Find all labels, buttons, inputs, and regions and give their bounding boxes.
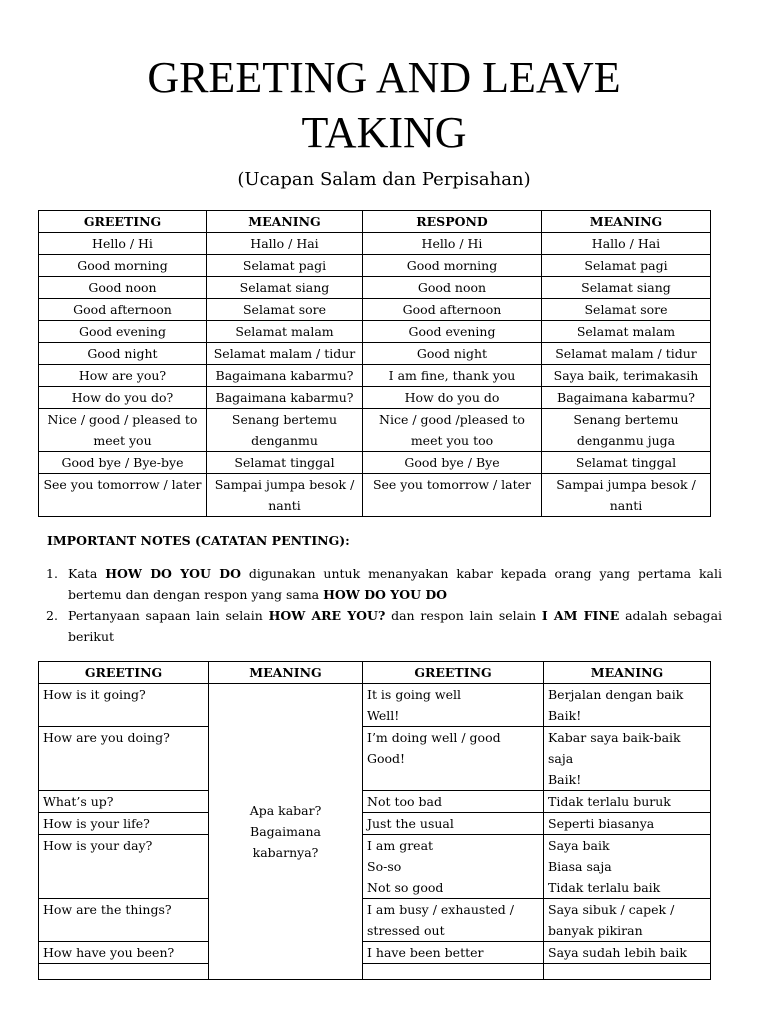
table-cell: I have been better xyxy=(363,942,544,964)
note-text: adalah sebagai berikut xyxy=(68,608,723,644)
response-line: I’m doing well / good xyxy=(367,730,501,745)
table-cell: How is your life? xyxy=(39,813,209,835)
table-cell xyxy=(363,835,544,899)
table-cell: Sampai jumpa besok / nanti xyxy=(542,474,711,517)
table-row xyxy=(39,452,711,474)
column-header: RESPOND xyxy=(363,211,542,233)
table-cell: Good morning xyxy=(363,255,542,277)
table-cell: I am busy / exhausted / stressed out xyxy=(363,899,544,942)
note-text: Pertanyaan sapaan lain selain xyxy=(68,608,269,623)
table-cell: Senang bertemu denganmu xyxy=(207,409,363,452)
table-cell xyxy=(363,727,544,791)
empty-cell xyxy=(544,964,711,980)
response-line: Good! xyxy=(367,751,406,766)
note-keyword: HOW DO YOU DO xyxy=(105,566,241,581)
meaning-line: Baik! xyxy=(548,772,582,787)
table-cell: Good evening xyxy=(39,321,207,343)
table-cell: Bagaimana kabarmu? xyxy=(542,387,711,409)
table-row xyxy=(39,942,711,964)
table-cell: Good afternoon xyxy=(363,299,542,321)
table-cell: Senang bertemu denganmu juga xyxy=(542,409,711,452)
table-row xyxy=(39,233,711,255)
notes-list xyxy=(46,563,722,647)
table-cell: Good night xyxy=(363,343,542,365)
column-header: MEANING xyxy=(542,211,711,233)
table-cell: How is your day? xyxy=(39,835,209,899)
table-cell xyxy=(363,684,544,727)
table-cell: Selamat pagi xyxy=(207,255,363,277)
table-cell: Nice / good / pleased to meet you xyxy=(39,409,207,452)
table-cell: What’s up? xyxy=(39,791,209,813)
table-row xyxy=(39,299,711,321)
table-cell: Selamat malam xyxy=(207,321,363,343)
table-cell: Hallo / Hai xyxy=(207,233,363,255)
table-cell: Selamat tinggal xyxy=(207,452,363,474)
table-cell: I am fine, thank you xyxy=(363,365,542,387)
table-row xyxy=(39,813,711,835)
meaning-line: Bagaimana xyxy=(250,824,321,839)
meaning-line: Tidak terlalu baik xyxy=(548,880,661,895)
empty-cell xyxy=(363,964,544,980)
column-header: GREETING xyxy=(363,662,544,684)
table-header-row xyxy=(39,662,711,684)
table-cell: See you tomorrow / later xyxy=(39,474,207,517)
table-cell: Selamat malam / tidur xyxy=(207,343,363,365)
note-number: 1. xyxy=(46,566,58,581)
meaning-line: Biasa saja xyxy=(548,859,612,874)
table-row xyxy=(39,791,711,813)
table-cell: Saya sudah lebih baik xyxy=(544,942,711,964)
table-row xyxy=(39,387,711,409)
table-cell: Good bye / Bye xyxy=(363,452,542,474)
table-cell: Sampai jumpa besok / nanti xyxy=(207,474,363,517)
table-cell: See you tomorrow / later xyxy=(363,474,542,517)
table-cell: Seperti biasanya xyxy=(544,813,711,835)
table-cell: Selamat tinggal xyxy=(542,452,711,474)
table-row-empty xyxy=(39,964,711,980)
table-cell: Selamat malam / tidur xyxy=(542,343,711,365)
table-cell: How are the things? xyxy=(39,899,209,942)
table-row xyxy=(39,255,711,277)
meaning-line: Saya baik xyxy=(548,838,610,853)
table-cell: Good noon xyxy=(39,277,207,299)
empty-cell xyxy=(39,964,209,980)
page-title xyxy=(0,50,768,160)
table-cell: Good evening xyxy=(363,321,542,343)
response-line: It is going well xyxy=(367,687,461,702)
note-text: Kata xyxy=(68,566,106,581)
table-cell: Selamat malam xyxy=(542,321,711,343)
table-cell: Selamat pagi xyxy=(542,255,711,277)
note-keyword: I AM FINE xyxy=(541,608,620,623)
table-cell: Not too bad xyxy=(363,791,544,813)
response-line: So-so xyxy=(367,859,402,874)
column-header: MEANING xyxy=(207,211,363,233)
meaning-line: Baik! xyxy=(548,708,582,723)
title-line-1: GREETING AND LEAVE xyxy=(147,53,621,102)
table-row xyxy=(39,684,711,727)
table-cell: How is it going? xyxy=(39,684,209,727)
table-cell: Good night xyxy=(39,343,207,365)
note-text: dan respon lain selain xyxy=(385,608,542,623)
table-row xyxy=(39,474,711,517)
column-header: MEANING xyxy=(544,662,711,684)
table-cell: Bagaimana kabarmu? xyxy=(207,387,363,409)
table-cell: Good afternoon xyxy=(39,299,207,321)
note-item xyxy=(46,605,722,647)
column-header: MEANING xyxy=(209,662,363,684)
table-cell: How have you been? xyxy=(39,942,209,964)
table-row xyxy=(39,835,711,899)
table-cell xyxy=(544,835,711,899)
note-text: digunakan untuk menanyakan kabar kepada orang yang pertama kali bertemu dan dengan respon yang sama xyxy=(68,566,723,602)
table-cell: Just the usual xyxy=(363,813,544,835)
note-keyword: HOW DO YOU DO xyxy=(323,587,448,602)
greeting-table xyxy=(38,210,711,517)
table-cell xyxy=(544,684,711,727)
table-row xyxy=(39,277,711,299)
table-row xyxy=(39,321,711,343)
note-item xyxy=(46,563,722,605)
note-number: 2. xyxy=(46,608,58,623)
table-row xyxy=(39,727,711,791)
table-cell xyxy=(544,727,711,791)
table-cell: Hello / Hi xyxy=(363,233,542,255)
table-row xyxy=(39,899,711,942)
table-cell: Selamat siang xyxy=(542,277,711,299)
response-line: Well! xyxy=(367,708,400,723)
meaning-line: Berjalan dengan baik xyxy=(548,687,684,702)
table-cell: How are you? xyxy=(39,365,207,387)
meaning-line: Kabar saya baik-baik saja xyxy=(548,730,681,766)
table-cell: Good morning xyxy=(39,255,207,277)
table-cell: Nice / good /pleased to meet you too xyxy=(363,409,542,452)
table-row xyxy=(39,365,711,387)
table-cell: Hello / Hi xyxy=(39,233,207,255)
column-header: GREETING xyxy=(39,211,207,233)
table-cell: Selamat sore xyxy=(542,299,711,321)
shared-meaning-cell xyxy=(209,684,363,980)
table-row xyxy=(39,409,711,452)
table-cell: How are you doing? xyxy=(39,727,209,791)
table-cell: Selamat sore xyxy=(207,299,363,321)
table-cell: Bagaimana kabarmu? xyxy=(207,365,363,387)
table-cell: Selamat siang xyxy=(207,277,363,299)
table-cell: Tidak terlalu buruk xyxy=(544,791,711,813)
table-cell: Hallo / Hai xyxy=(542,233,711,255)
notes-heading: IMPORTANT NOTES (CATATAN PENTING): xyxy=(47,533,350,548)
note-keyword: HOW ARE YOU? xyxy=(268,608,386,623)
response-line: I am great xyxy=(367,838,434,853)
column-header: GREETING xyxy=(39,662,209,684)
table-cell: Saya baik, terimakasih xyxy=(542,365,711,387)
table-cell: Good noon xyxy=(363,277,542,299)
response-line: Not so good xyxy=(367,880,444,895)
table-cell: How do you do? xyxy=(39,387,207,409)
meaning-line: kabarnya? xyxy=(252,845,319,860)
table-cell: Saya sibuk / capek / banyak pikiran xyxy=(544,899,711,942)
table-cell: How do you do xyxy=(363,387,542,409)
page-subtitle: (Ucapan Salam dan Perpisahan) xyxy=(237,169,531,190)
table-cell: Good bye / Bye-bye xyxy=(39,452,207,474)
meaning-line: Apa kabar? xyxy=(249,803,322,818)
table-header-row xyxy=(39,211,711,233)
alternative-greeting-table xyxy=(38,661,711,980)
title-line-2: TAKING xyxy=(301,108,467,157)
table-row xyxy=(39,343,711,365)
